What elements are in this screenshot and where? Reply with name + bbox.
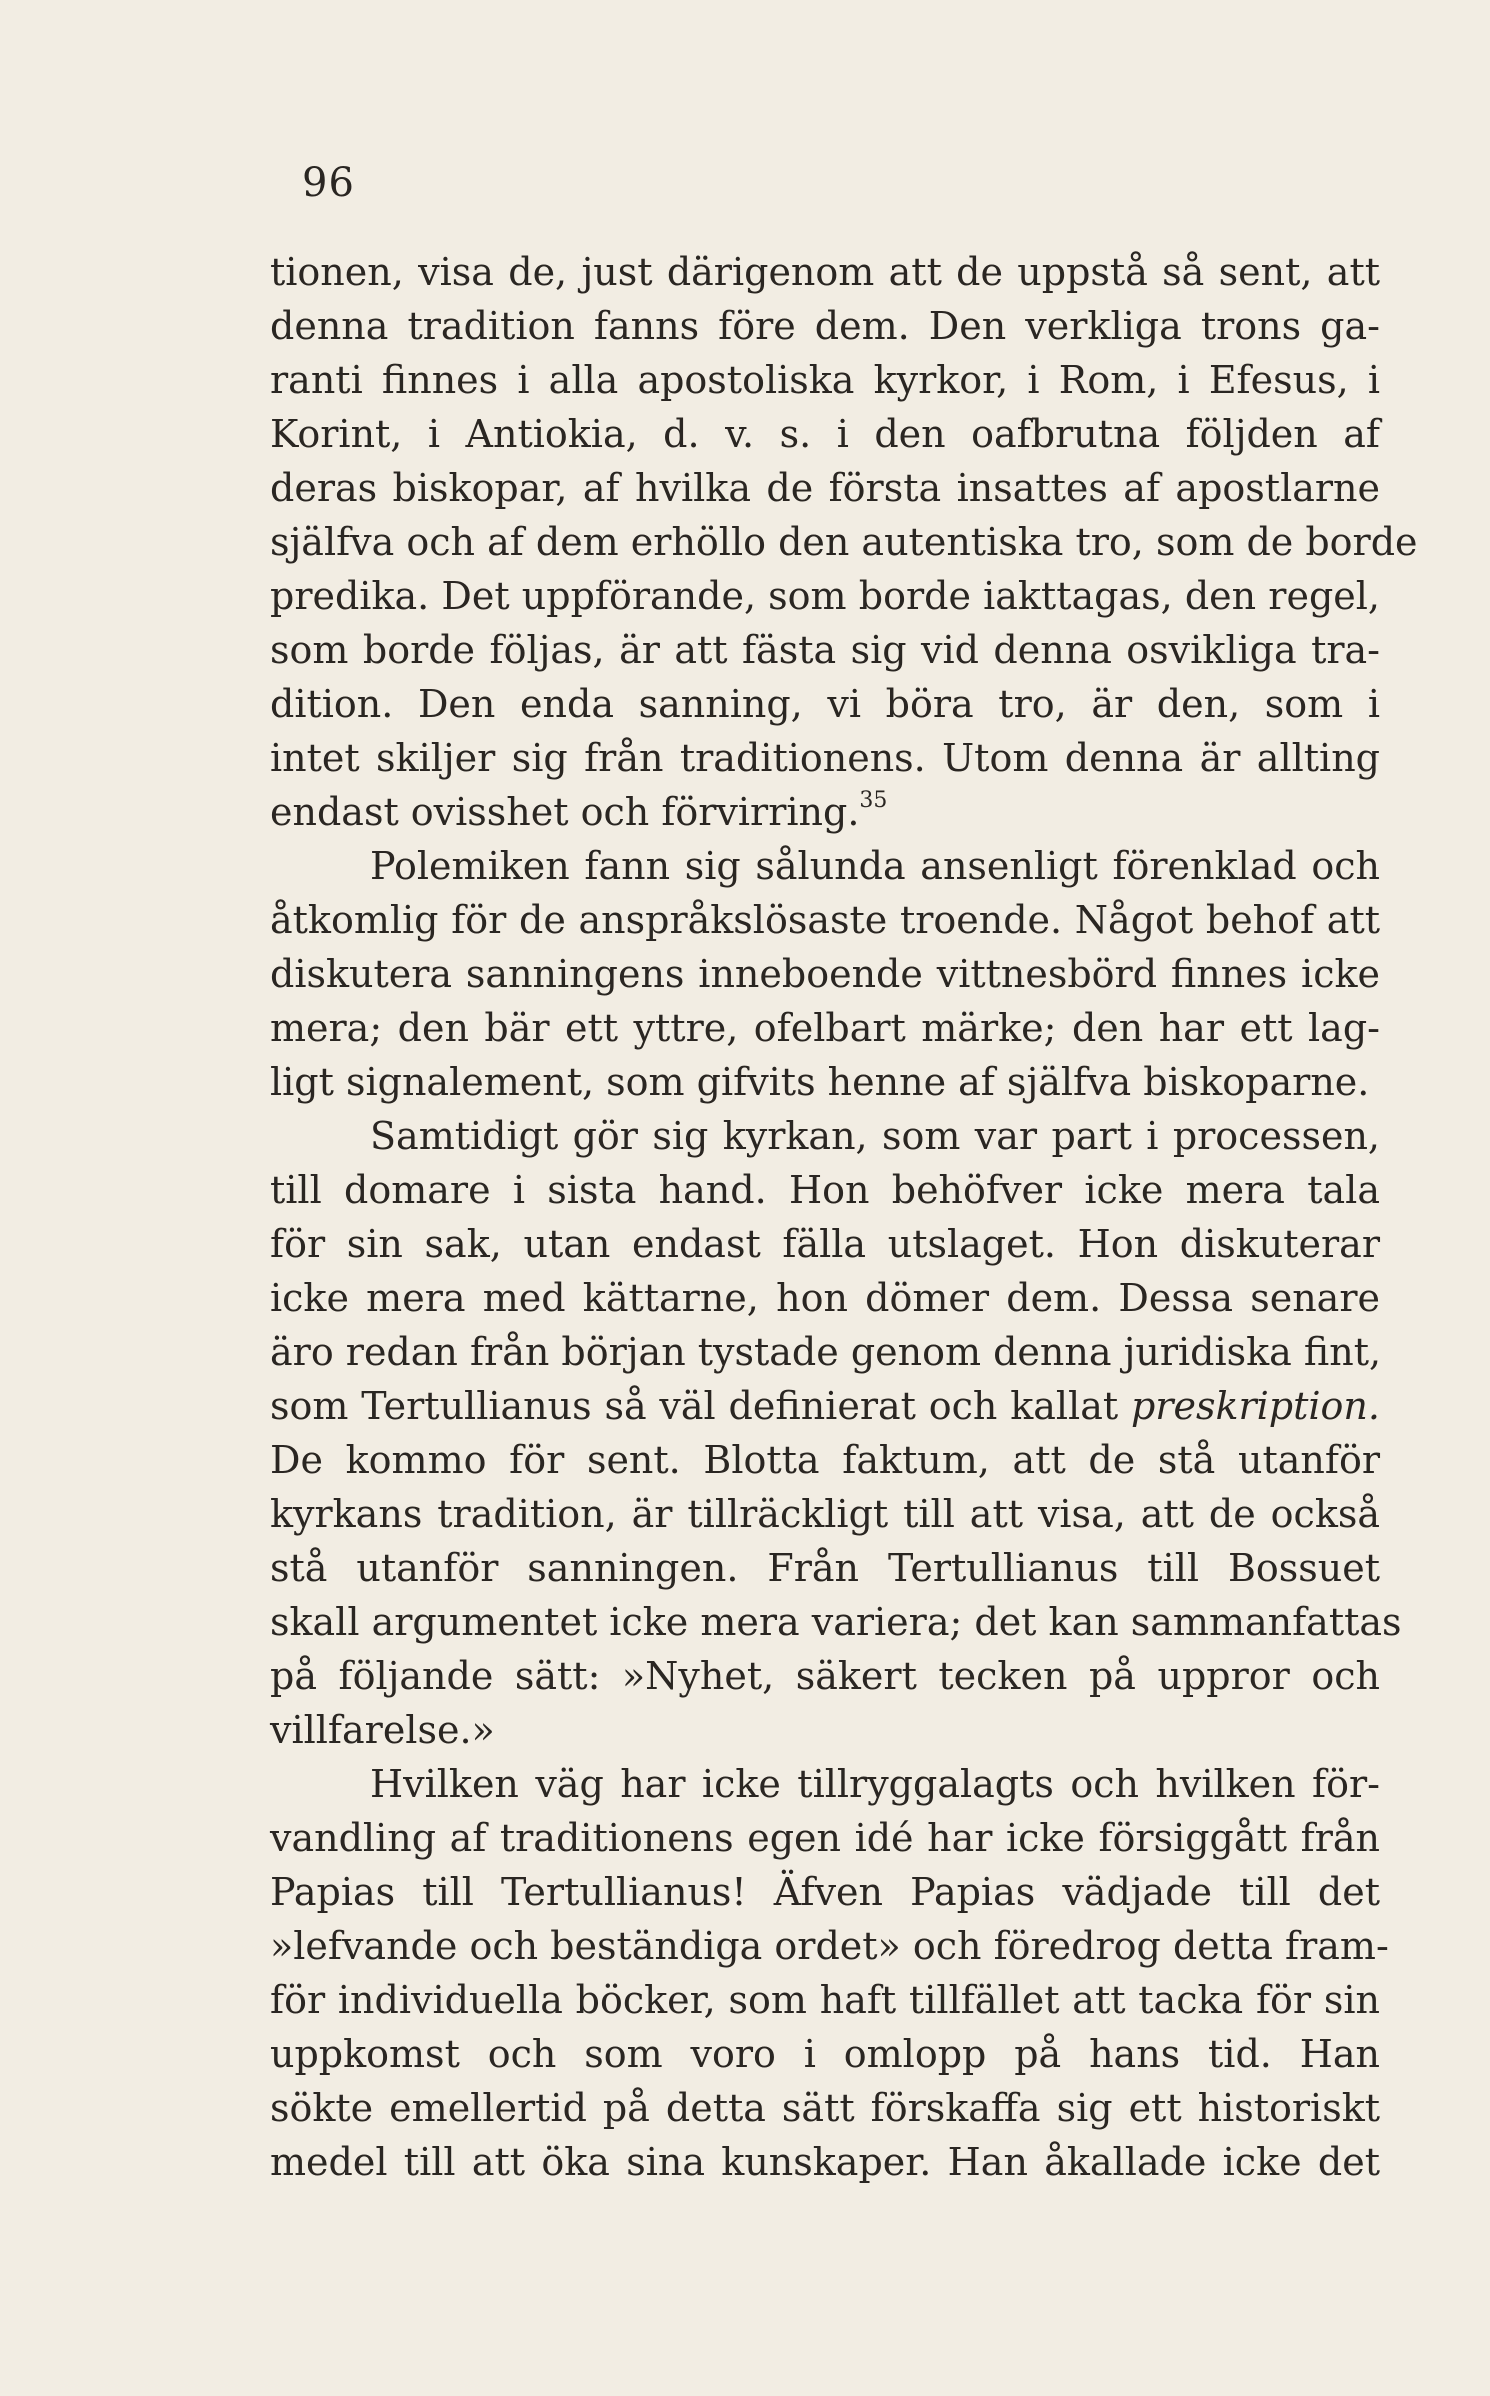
line-text: som Tertullianus så väl definierat och kallat: [270, 1384, 1119, 1428]
text-line: [270, 515, 1418, 569]
line-text: Hvilken väg har icke tillryggalagts och hvilken för-: [370, 1762, 1380, 1806]
text-line: [270, 2081, 1380, 2135]
text-line: [270, 1001, 1380, 1055]
text-line: [270, 245, 1380, 299]
line-text: dition. Den enda sanning, vi böra tro, är den, som i: [270, 682, 1380, 726]
text-line: [270, 1811, 1380, 1865]
text-line: [270, 1649, 1380, 1703]
text-line: [270, 1433, 1380, 1487]
text-line: [270, 1163, 1380, 1217]
line-text: intet skiljer sig från traditionens. Utom denna är allting: [270, 736, 1380, 780]
text-line: [270, 353, 1380, 407]
line-text: icke mera med kättarne, hon dömer dem. Dessa senare: [270, 1276, 1380, 1320]
line-text: De kommo för sent. Blotta faktum, att de stå utanför: [270, 1438, 1380, 1482]
line-text: Papias till Tertullianus! Äfven Papias vädjade till det: [270, 1870, 1380, 1914]
text-line: [270, 839, 1380, 893]
line-text: uppkomst och som voro i omlopp på hans tid. Han: [270, 2032, 1380, 2076]
text-line: [270, 1703, 1380, 1757]
text-line: [270, 1271, 1380, 1325]
line-text: denna tradition fanns före dem. Den verkliga trons ga-: [270, 304, 1380, 348]
paragraph: [270, 1109, 1402, 1757]
line-text: »lefvande och beständiga ordet» och föredrog detta fram-: [270, 1924, 1389, 1968]
text-line: [270, 1109, 1380, 1163]
line-text: diskutera sanningens inneboende vittnesbörd finnes icke: [270, 952, 1380, 996]
text-line: [270, 731, 1380, 785]
line-text: Korint, i Antiokia, d. v. s. i den oafbrutna följden af: [270, 412, 1380, 456]
text-line: [270, 2135, 1380, 2189]
line-text: endast ovisshet och förvirring.: [270, 790, 860, 834]
text-line: [270, 1055, 1380, 1109]
paragraph: [270, 245, 1418, 839]
text-line: [270, 893, 1380, 947]
line-text: på följande sätt: »Nyhet, säkert tecken på uppror och: [270, 1654, 1380, 1698]
text-line: [270, 1757, 1380, 1811]
line-text: Samtidigt gör sig kyrkan, som var part i processen,: [370, 1114, 1380, 1158]
line-text: själfva och af dem erhöllo den autentiska tro, som de borde: [270, 520, 1418, 564]
text-line: [270, 623, 1380, 677]
line-text: ligt signalement, som gifvits henne af själfva biskoparne.: [270, 1060, 1370, 1104]
text-line: [270, 299, 1380, 353]
text-line: [270, 1217, 1380, 1271]
text-line: [270, 2027, 1380, 2081]
paragraph: [270, 1757, 1389, 2189]
text-line: [270, 461, 1380, 515]
line-text: som borde följas, är att fästa sig vid denna osvikliga tra-: [270, 628, 1380, 672]
line-text: predika. Det uppförande, som borde iakttagas, den regel,: [270, 574, 1380, 618]
line-text: skall argumentet icke mera variera; det kan sammanfattas: [270, 1600, 1402, 1644]
text-line: [270, 1487, 1380, 1541]
text-line: [270, 1865, 1380, 1919]
line-text: villfarelse.»: [270, 1708, 495, 1752]
line-text: för individuella böcker, som haft tillfället att tacka för sin: [270, 1978, 1380, 2022]
text-line: [270, 1379, 1380, 1433]
text-line: [270, 677, 1380, 731]
line-text: medel till att öka sina kunskaper. Han åkallade icke det: [270, 2140, 1380, 2184]
page-number: 96: [302, 160, 355, 206]
paragraph: [270, 839, 1380, 1109]
line-text: Polemiken fann sig sålunda ansenligt förenklad och: [370, 844, 1380, 888]
line-text: sökte emellertid på detta sätt förskaffa sig ett historiskt: [270, 2086, 1380, 2130]
line-text: för sin sak, utan endast fälla utslaget. Hon diskuterar: [270, 1222, 1380, 1266]
text-line: [270, 1595, 1402, 1649]
footnote-marker: 35: [859, 788, 888, 813]
line-text: till domare i sista hand. Hon behöfver icke mera tala: [270, 1168, 1380, 1212]
text-line: [270, 569, 1380, 623]
body-text: [270, 245, 1418, 2189]
line-text: vandling af traditionens egen idé har icke försiggått från: [270, 1816, 1380, 1860]
text-line: [270, 407, 1380, 461]
text-line: [270, 1325, 1380, 1379]
line-text: ranti finnes i alla apostoliska kyrkor, i Rom, i Efesus, i: [270, 358, 1380, 402]
line-text: tionen, visa de, just därigenom att de uppstå så sent, att: [270, 250, 1380, 294]
line-text: åtkomlig för de anspråkslösaste troende. Något behof att: [270, 898, 1380, 942]
text-line: [270, 1973, 1380, 2027]
line-text: kyrkans tradition, är tillräckligt till att visa, att de också: [270, 1492, 1380, 1536]
text-line: [270, 947, 1380, 1001]
line-text: deras biskopar, af hvilka de första insattes af apostlarne: [270, 466, 1380, 510]
line-text: stå utanför sanningen. Från Tertullianus till Bossuet: [270, 1546, 1380, 1590]
text-line: [270, 1919, 1389, 1973]
italic-term: preskription.: [1130, 1384, 1380, 1428]
line-text: äro redan från början tystade genom denna juridiska fint,: [270, 1330, 1382, 1374]
text-line: [270, 785, 1380, 839]
line-text: mera; den bär ett yttre, ofelbart märke; den har ett lag-: [270, 1006, 1380, 1050]
text-line: [270, 1541, 1380, 1595]
